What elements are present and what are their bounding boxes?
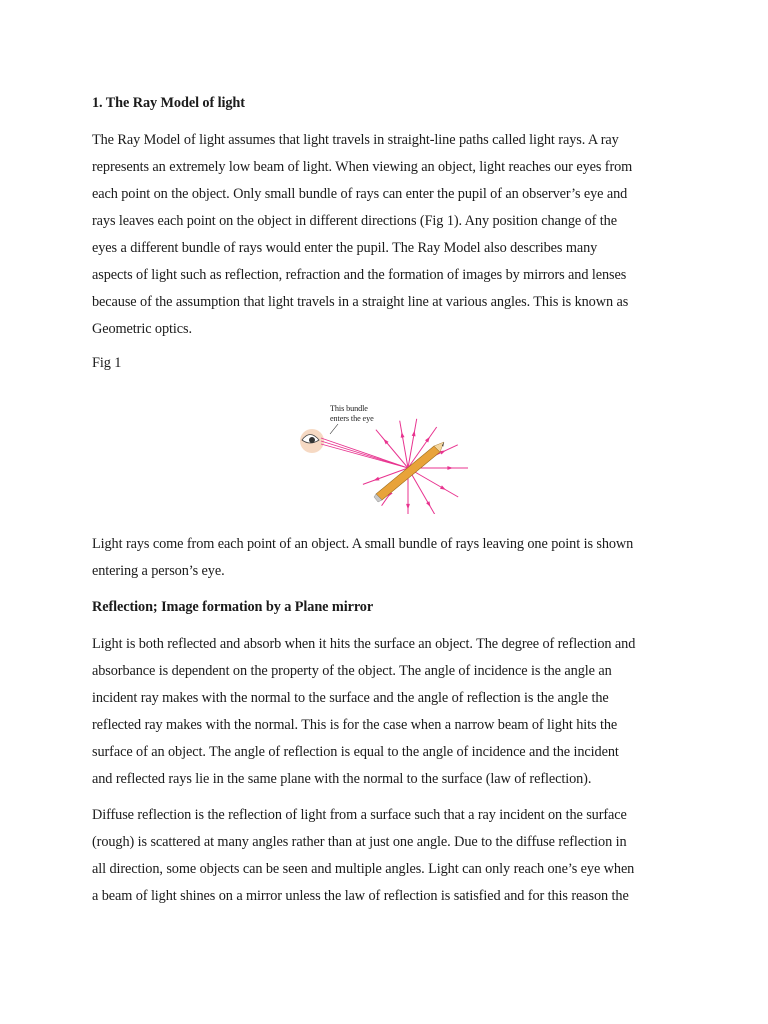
ray-arrowhead bbox=[406, 504, 410, 510]
text-line: aspects of light such as reflection, refraction and the formation of images by mirrors and lenses bbox=[92, 267, 627, 283]
ray-arrowhead bbox=[426, 501, 431, 507]
annotation-text-line1: This bundle bbox=[330, 404, 368, 413]
ray-arrowhead bbox=[440, 450, 446, 454]
pencil-icon bbox=[374, 442, 444, 502]
text-line: rays leaves each point on the object in different directions (Fig 1). Any position change of the bbox=[92, 213, 617, 229]
caption-line: entering a person’s eye. bbox=[92, 563, 225, 579]
paragraph-reflection bbox=[92, 631, 682, 793]
figure-caption bbox=[92, 531, 682, 585]
ray-arrowhead bbox=[373, 477, 379, 481]
text-line: (rough) is scattered at many angles rather than at just one angle. Due to the diffuse reflection in bbox=[92, 834, 627, 850]
text-line: Light is both reflected and absorb when it hits the surface an object. The degree of reflection and bbox=[92, 636, 636, 652]
caption-line: Light rays come from each point of an object. A small bundle of rays leaving one point is shown bbox=[92, 536, 634, 552]
light-ray bbox=[400, 421, 408, 468]
text-line: Diffuse reflection is the reflection of light from a surface such that a ray incident on the surface bbox=[92, 807, 627, 823]
bundle-ray bbox=[321, 444, 408, 468]
ray-arrowhead bbox=[401, 432, 405, 438]
text-line: and reflected rays lie in the same plane with the normal to the surface (law of reflection). bbox=[92, 771, 592, 787]
text-line: because of the assumption that light travels in a straight line at various angles. This is known as bbox=[92, 294, 629, 310]
text-line: eyes a different bundle of rays would enter the pupil. The Ray Model also describes many bbox=[92, 240, 598, 256]
annotation-text-line2: enters the eye bbox=[330, 414, 374, 423]
eye-icon bbox=[300, 429, 324, 453]
text-line: surface of an object. The angle of reflection is equal to the angle of incidence and the incident bbox=[92, 744, 619, 760]
text-line: reflected ray makes with the normal. This is for the case when a narrow beam of light hits the bbox=[92, 717, 618, 733]
text-line: incident ray makes with the normal to the surface and the angle of reflection is the angle the bbox=[92, 690, 609, 706]
section-heading-ray-model: 1. The Ray Model of light bbox=[92, 95, 245, 111]
text-line: absorbance is dependent on the property of the object. The angle of incidence is the angle an bbox=[92, 663, 612, 679]
annotation-leader bbox=[330, 424, 338, 434]
figure-ray-diagram bbox=[292, 398, 482, 514]
ray-diagram-svg bbox=[292, 398, 482, 514]
text-line: Geometric optics. bbox=[92, 321, 192, 337]
ray-arrowhead bbox=[447, 466, 453, 470]
text-line: all direction, some objects can be seen and multiple angles. Light can only reach one’s eye when bbox=[92, 861, 635, 877]
light-ray bbox=[408, 419, 417, 468]
figure-label: Fig 1 bbox=[92, 355, 122, 371]
section-heading-reflection: Reflection; Image formation by a Plane mirror bbox=[92, 599, 374, 615]
text-line: represents an extremely low beam of light. When viewing an object, light reaches our eyes from bbox=[92, 159, 633, 175]
paragraph-diffuse-reflection bbox=[92, 802, 682, 910]
text-line: a beam of light shines on a mirror unless the law of reflection is satisfied and for this reason the bbox=[92, 888, 629, 904]
text-line: each point on the object. Only small bundle of rays can enter the pupil of an observer’s eye and bbox=[92, 186, 628, 202]
text-line: The Ray Model of light assumes that light travels in straight-line paths called light rays. A ray bbox=[92, 132, 619, 148]
ray-arrowhead bbox=[425, 437, 430, 443]
ray-arrowhead bbox=[440, 485, 446, 490]
paragraph-ray-model bbox=[92, 127, 682, 343]
